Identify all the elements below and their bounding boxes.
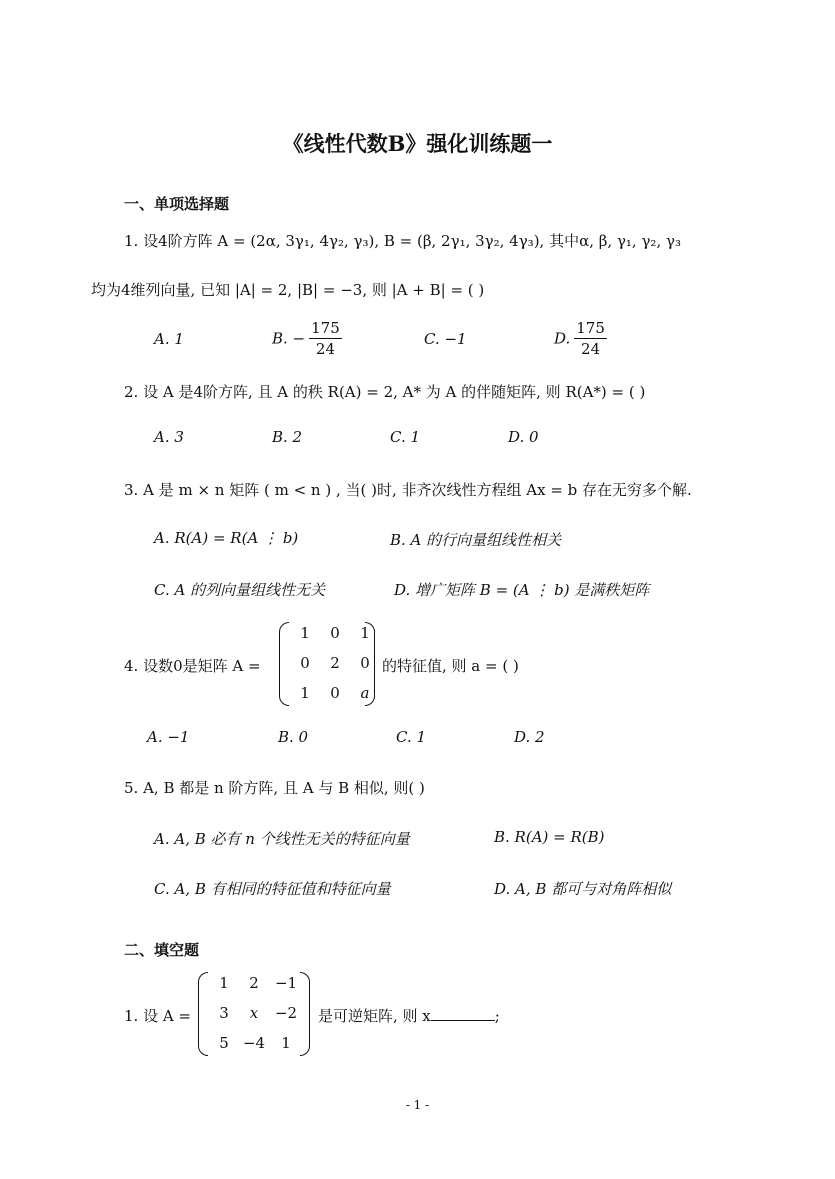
q1-option-b (272, 318, 342, 359)
f1-matrix (209, 968, 303, 1058)
matrix-cell: 0 (330, 624, 340, 642)
matrix-cell: 1 (300, 624, 310, 642)
section-heading-fill-in: 二、填空题 (124, 941, 200, 959)
q1-option-c: C. −1 (424, 330, 467, 348)
matrix-cell: 0 (330, 684, 340, 702)
q1-option-b-label: B. − (272, 329, 306, 348)
question-1-line-1: 1. 设4阶方阵 A = (2α, 3γ₁, 4γ₂, γ₃), B = (β, 2γ₁, 3γ₂, 4γ₃), 其中α, β, γ₁, γ₂, γ₃ (124, 232, 681, 250)
matrix-cell: 0 (360, 654, 370, 672)
matrix-cell: 0 (300, 654, 310, 672)
q4-option-c: C. 1 (396, 728, 427, 746)
q1-option-d-numerator: 175 (576, 319, 605, 337)
q1-option-b-denominator: 24 (315, 340, 335, 358)
fill-1-end: ; (494, 1007, 500, 1025)
q2-option-b: B. 2 (272, 428, 303, 446)
matrix-cell: a (360, 684, 370, 702)
matrix-cell: 2 (330, 654, 340, 672)
q3-option-a: A. R(A) = R(A ⋮ b) (154, 529, 299, 547)
fill-1-suffix-text: 是可逆矩阵, 则 x (318, 1007, 431, 1025)
q4-matrix-left-paren (279, 622, 289, 706)
f1-matrix-left-paren (198, 972, 208, 1056)
q4-option-d: D. 2 (514, 728, 545, 746)
q2-option-c: C. 1 (390, 428, 421, 446)
matrix-cell: 1 (281, 1034, 291, 1052)
question-1-line-2: 均为4维列向量, 已知 |A| = 2, |B| = −3, 则 |A + B| = ( ) (91, 281, 485, 299)
matrix-cell: 3 (219, 1004, 229, 1022)
question-2: 2. 设 A 是4阶方阵, 且 A 的秩 R(A) = 2, A* 为 A 的伴随矩阵, 则 R(A*) = ( ) (124, 383, 646, 401)
matrix-cell: 1 (219, 974, 229, 992)
f1-matrix-right-paren (300, 972, 310, 1056)
q4-matrix-right-paren (365, 622, 375, 706)
q1-option-d-fraction (574, 318, 607, 359)
q3-option-b: B. A 的行向量组线性相关 (390, 531, 562, 549)
q5-option-b: B. R(A) = R(B) (494, 828, 605, 846)
q3-option-d: D. 增广矩阵 B = (A ⋮ b) 是满秩矩阵 (394, 581, 650, 599)
fill-1-suffix (318, 1005, 500, 1026)
q3-option-c: C. A 的列向量组线性无关 (154, 581, 326, 599)
q1-option-a: A. 1 (154, 330, 184, 348)
matrix-cell: −4 (242, 1034, 266, 1052)
answer-blank[interactable] (431, 1006, 495, 1021)
q1-option-b-fraction (309, 318, 342, 359)
matrix-cell: −2 (274, 1004, 298, 1022)
q5-option-a: A. A, B 必有 n 个线性无关的特征向量 (154, 830, 410, 848)
matrix-cell: x (249, 1004, 259, 1022)
section-heading-choice: 一、单项选择题 (124, 195, 230, 213)
q1-option-d (554, 318, 607, 359)
matrix-cell: −1 (274, 974, 298, 992)
q2-option-a: A. 3 (154, 428, 184, 446)
question-4-prefix: 4. 设数0是矩阵 A = (124, 657, 261, 675)
matrix-cell: 1 (300, 684, 310, 702)
fill-1-prefix: 1. 设 A = (124, 1007, 192, 1025)
matrix-cell: 5 (219, 1034, 229, 1052)
question-4-suffix: 的特征值, 则 a = ( ) (382, 657, 519, 675)
q5-option-c: C. A, B 有相同的特征值和特征向量 (154, 880, 391, 898)
q1-option-d-label: D. (554, 329, 571, 348)
matrix-cell: 2 (249, 974, 259, 992)
q5-option-d: D. A, B 都可与对角阵相似 (494, 880, 672, 898)
q1-option-b-numerator: 175 (311, 319, 340, 337)
q1-option-d-denominator: 24 (581, 340, 601, 358)
q4-option-a: A. −1 (147, 728, 190, 746)
page-number: - 1 - (405, 1098, 430, 1112)
matrix-cell: 1 (360, 624, 370, 642)
page-title: 《线性代数B》强化训练题一 (282, 131, 553, 156)
q4-option-b: B. 0 (278, 728, 309, 746)
question-3: 3. A 是 m × n 矩阵 ( m < n ) , 当( )时, 非齐次线性方程组 Ax = b 存在无穷多个解. (124, 481, 692, 499)
question-5: 5. A, B 都是 n 阶方阵, 且 A 与 B 相似, 则( ) (124, 779, 425, 797)
q2-option-d: D. 0 (508, 428, 539, 446)
